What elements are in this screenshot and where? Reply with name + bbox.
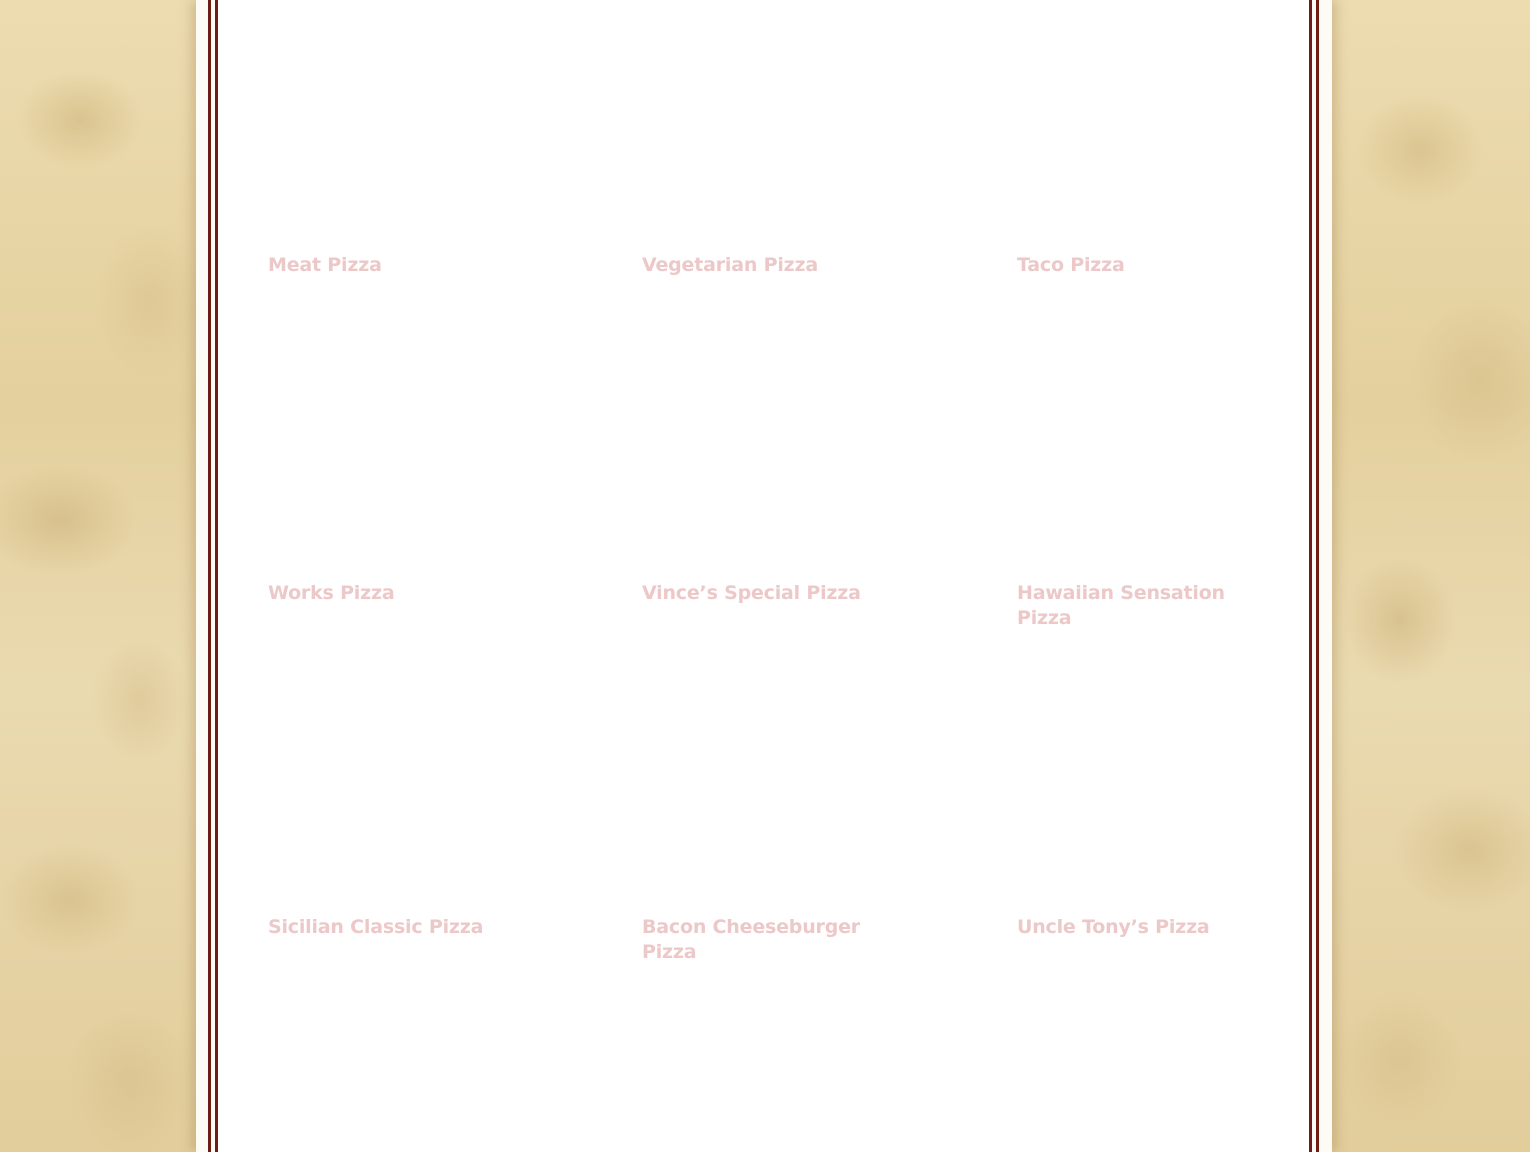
menu-item-sicilian-classic-pizza[interactable] bbox=[268, 915, 508, 940]
menu-item-meat-pizza[interactable] bbox=[268, 253, 528, 278]
page-panel bbox=[196, 0, 1332, 1152]
menu-item-uncle-tonys-pizza[interactable] bbox=[1017, 915, 1277, 940]
menu-item-hawaiian-sensation-pizza[interactable] bbox=[1017, 581, 1247, 631]
menu-item-image[interactable] bbox=[1017, 754, 1267, 904]
menu-item-image[interactable] bbox=[268, 420, 518, 570]
menu-item-title[interactable]: Bacon Cheeseburger Pizza bbox=[642, 916, 860, 963]
menu-item-title[interactable]: Sicilian Classic Pizza bbox=[268, 916, 484, 938]
menu-grid bbox=[218, 0, 1309, 1152]
menu-item-vinces-special-pizza[interactable] bbox=[642, 581, 902, 606]
menu-item-bacon-cheeseburger-pizza[interactable] bbox=[642, 915, 872, 965]
menu-item-title[interactable]: Vegetarian Pizza bbox=[642, 254, 818, 276]
menu-item-title[interactable]: Hawaiian Sensation Pizza bbox=[1017, 582, 1225, 629]
menu-item-title[interactable]: Taco Pizza bbox=[1017, 254, 1125, 276]
menu-item-title[interactable]: Meat Pizza bbox=[268, 254, 382, 276]
menu-item-image[interactable] bbox=[642, 92, 892, 242]
menu-item-image[interactable] bbox=[642, 420, 892, 570]
border-rule bbox=[1309, 0, 1312, 1152]
menu-item-title[interactable]: Uncle Tony’s Pizza bbox=[1017, 916, 1210, 938]
menu-item-image[interactable] bbox=[268, 92, 518, 242]
menu-item-image[interactable] bbox=[268, 754, 518, 904]
border-rule bbox=[1316, 0, 1319, 1152]
menu-item-works-pizza[interactable] bbox=[268, 581, 528, 606]
menu-item-image[interactable] bbox=[642, 779, 892, 929]
menu-item-vegetarian-pizza[interactable] bbox=[642, 253, 902, 278]
border-rule bbox=[208, 0, 211, 1152]
menu-item-image[interactable] bbox=[1017, 445, 1267, 595]
menu-item-taco-pizza[interactable] bbox=[1017, 253, 1277, 278]
panel-right-edge bbox=[1310, 0, 1332, 1152]
menu-item-title[interactable]: Works Pizza bbox=[268, 582, 395, 604]
menu-item-image[interactable] bbox=[1017, 92, 1267, 242]
menu-item-title[interactable]: Vince’s Special Pizza bbox=[642, 582, 861, 604]
